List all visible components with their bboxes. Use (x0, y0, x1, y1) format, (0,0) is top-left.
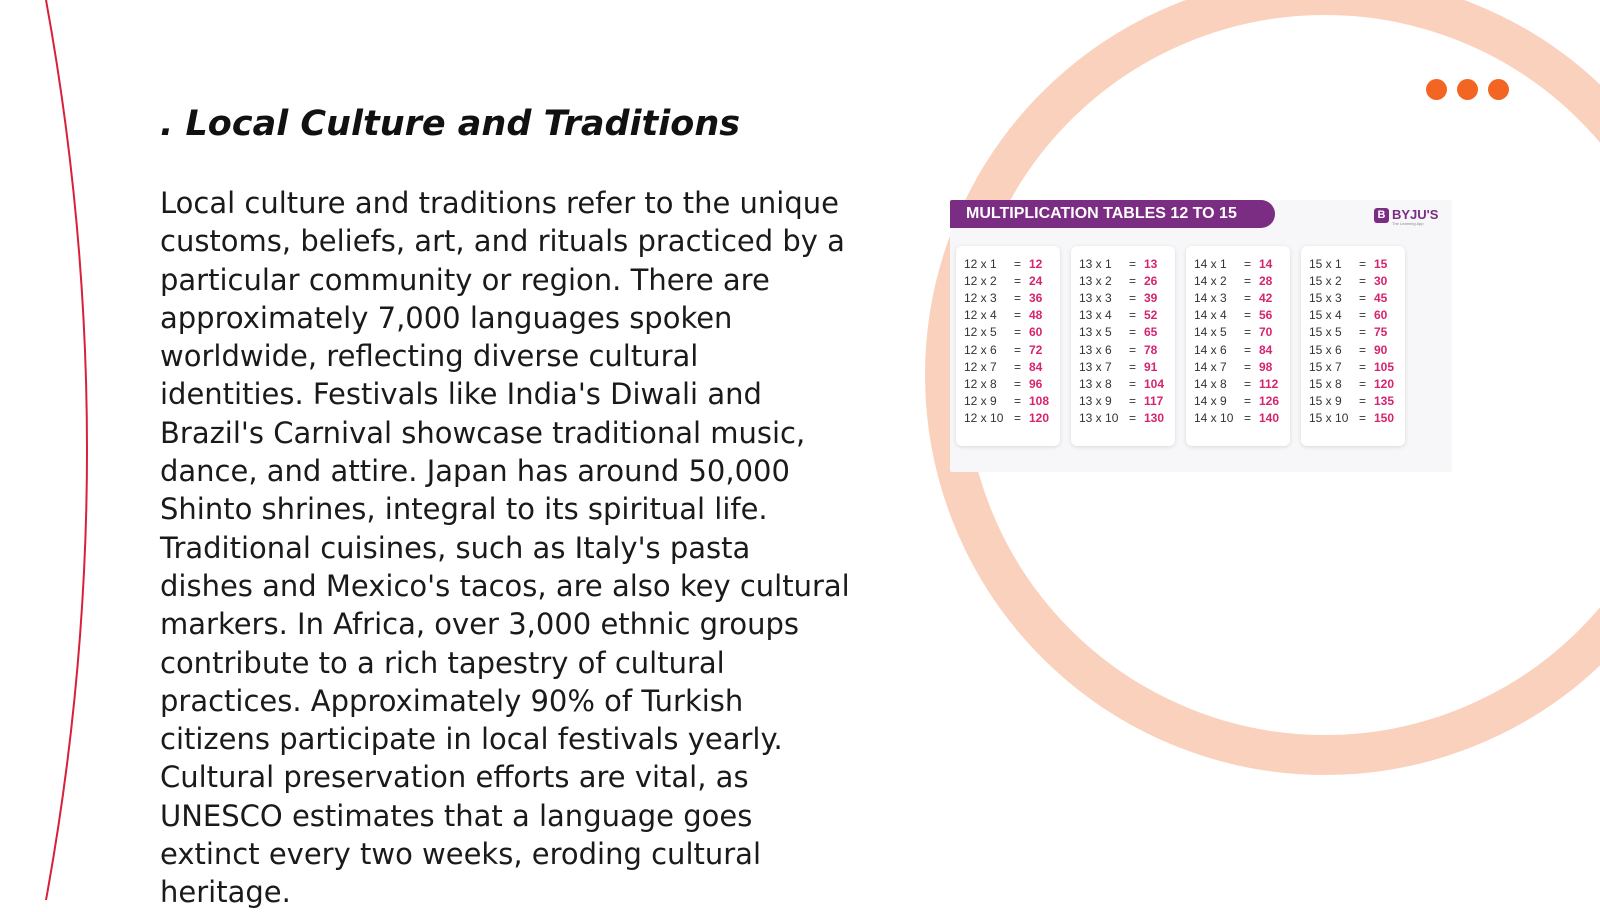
table-row (1301, 324, 1405, 341)
table-expression: 14 x 6 (1194, 342, 1227, 357)
table-expression: 13 x 8 (1079, 376, 1112, 391)
table-expression: 12 x 1 (964, 257, 997, 271)
table-product: 78 (1144, 342, 1158, 357)
table-row (1071, 359, 1175, 376)
table-row (1071, 290, 1175, 307)
table-expression: 12 x 5 (964, 325, 997, 340)
table-expression: 13 x 2 (1079, 274, 1112, 289)
table-row (956, 307, 1060, 324)
table-expression: 14 x 10 (1194, 410, 1234, 425)
orange-dot-icon (1457, 79, 1478, 100)
equals-sign: = (1359, 308, 1367, 323)
table-expression: 13 x 3 (1079, 291, 1112, 306)
equals-sign: = (1359, 410, 1367, 425)
table-expression: 14 x 4 (1194, 308, 1227, 323)
equals-sign: = (1244, 257, 1252, 271)
table-product: 26 (1144, 274, 1158, 289)
slide-body-text: Local culture and traditions refer to the unique customs, beliefs, art, and rituals practiced by a particular community or region. There are approximately 7,000 languages spoken worldwide, reflecting diverse cultural identities. Festivals like India's Diwali and Brazil's Carnival showcase traditional music, dance, and attire. Japan has around 50,000 Shinto shrines, integral to its spiritual life. Traditional cuisines, such as Italy's pasta dishes and Mexico's tacos, are also key cultural markers. In Africa, over 3,000 ethnic groups contribute to a rich tapestry of cultural practices. Approximately 90% of Turkish citizens participate in local festivals yearly. Cultural preservation efforts are vital, as UNESCO estimates that a language goes extinct every two weeks, eroding cultural heritage. (160, 186, 850, 910)
table-product: 45 (1374, 291, 1388, 306)
equals-sign: = (1359, 274, 1367, 289)
table-product: 30 (1374, 274, 1388, 289)
table-product: 105 (1374, 359, 1395, 374)
table-product: 96 (1029, 376, 1043, 391)
table-product: 120 (1374, 376, 1395, 391)
table-product: 36 (1029, 291, 1043, 306)
table-row (1301, 342, 1405, 359)
table-expression: 13 x 5 (1079, 325, 1112, 340)
table-product: 52 (1144, 308, 1158, 323)
table-product: 108 (1029, 393, 1050, 408)
table-product: 104 (1144, 376, 1165, 391)
table-expression: 15 x 8 (1309, 376, 1342, 391)
table-row (1071, 393, 1175, 410)
equals-sign: = (1014, 308, 1022, 323)
table-expression: 13 x 1 (1079, 257, 1112, 271)
brand-tagline: The Learning App (1392, 221, 1424, 226)
table-product: 91 (1144, 359, 1158, 374)
table-row (1071, 410, 1175, 427)
table-row (956, 273, 1060, 290)
brand-badge-icon: B (1374, 208, 1389, 223)
table-row (1186, 324, 1290, 341)
table-row (1186, 290, 1290, 307)
table-row (956, 342, 1060, 359)
table-product: 24 (1029, 274, 1043, 289)
table-product: 70 (1259, 325, 1273, 340)
equals-sign: = (1129, 359, 1137, 374)
orange-dot-icon (1488, 79, 1509, 100)
table-row (1071, 342, 1175, 359)
equals-sign: = (1359, 325, 1367, 340)
table-expression: 12 x 4 (964, 308, 997, 323)
table-row (1186, 393, 1290, 410)
table-product: 84 (1259, 342, 1273, 357)
table-product: 90 (1374, 342, 1388, 357)
equals-sign: = (1244, 359, 1252, 374)
table-expression: 15 x 6 (1309, 342, 1342, 357)
table-expression: 15 x 4 (1309, 308, 1342, 323)
equals-sign: = (1359, 291, 1367, 306)
table-product: 28 (1259, 274, 1273, 289)
brand-name: BYJU'S (1392, 207, 1439, 222)
table-expression: 14 x 2 (1194, 274, 1227, 289)
table-expression: 12 x 6 (964, 342, 997, 357)
equals-sign: = (1129, 342, 1137, 357)
table-row (1071, 324, 1175, 341)
equals-sign: = (1129, 291, 1137, 306)
equals-sign: = (1014, 393, 1022, 408)
table-row (1186, 359, 1290, 376)
table-expression: 12 x 10 (964, 410, 1004, 425)
table-expression: 15 x 9 (1309, 393, 1342, 408)
equals-sign: = (1359, 342, 1367, 357)
table-row (1301, 256, 1405, 273)
equals-sign: = (1014, 291, 1022, 306)
table-product: 13 (1144, 257, 1158, 271)
table-expression: 13 x 4 (1079, 308, 1112, 323)
table-product: 42 (1259, 291, 1273, 306)
equals-sign: = (1129, 393, 1137, 408)
table-expression: 15 x 7 (1309, 359, 1342, 374)
equals-sign: = (1244, 393, 1252, 408)
table-expression: 14 x 9 (1194, 393, 1227, 408)
equals-sign: = (1129, 308, 1137, 323)
table-product: 15 (1374, 257, 1388, 271)
table-row (1071, 307, 1175, 324)
equals-sign: = (1129, 376, 1137, 391)
table-row (956, 290, 1060, 307)
table-expression: 15 x 3 (1309, 291, 1342, 306)
table-product: 140 (1259, 410, 1280, 425)
equals-sign: = (1244, 325, 1252, 340)
equals-sign: = (1014, 410, 1022, 425)
multiplication-table-image (950, 200, 1452, 472)
equals-sign: = (1014, 274, 1022, 289)
table-product: 98 (1259, 359, 1273, 374)
equals-sign: = (1244, 291, 1252, 306)
table-row (1071, 376, 1175, 393)
table-expression: 14 x 7 (1194, 359, 1227, 374)
table-product: 126 (1259, 393, 1280, 408)
table-expression: 15 x 2 (1309, 274, 1342, 289)
equals-sign: = (1244, 308, 1252, 323)
table-product: 65 (1144, 325, 1158, 340)
equals-sign: = (1129, 274, 1137, 289)
table-expression: 12 x 3 (964, 291, 997, 306)
equals-sign: = (1244, 376, 1252, 391)
equals-sign: = (1129, 325, 1137, 340)
table-row (1186, 376, 1290, 393)
table-expression: 13 x 7 (1079, 359, 1112, 374)
equals-sign: = (1014, 325, 1022, 340)
table-expression: 14 x 8 (1194, 376, 1227, 391)
table-row (1186, 410, 1290, 427)
table-row (1071, 256, 1175, 273)
table-row (1301, 290, 1405, 307)
table-expression: 15 x 5 (1309, 325, 1342, 340)
table-product: 14 (1259, 257, 1273, 271)
table-expression: 14 x 5 (1194, 325, 1227, 340)
equals-sign: = (1359, 376, 1367, 391)
table-product: 39 (1144, 291, 1158, 306)
table-column (1301, 246, 1405, 446)
table-product: 130 (1144, 410, 1165, 425)
table-expression: 12 x 9 (964, 393, 997, 408)
table-banner: MULTIPLICATION TABLES 12 TO 15 (950, 200, 1275, 228)
table-expression: 12 x 2 (964, 274, 997, 289)
equals-sign: = (1244, 410, 1252, 425)
table-product: 60 (1374, 308, 1388, 323)
table-row (1301, 307, 1405, 324)
table-expression: 14 x 3 (1194, 291, 1227, 306)
equals-sign: = (1359, 359, 1367, 374)
table-product: 56 (1259, 308, 1273, 323)
equals-sign: = (1014, 257, 1022, 271)
table-row (1071, 273, 1175, 290)
table-row (956, 359, 1060, 376)
table-row (1301, 273, 1405, 290)
table-row (956, 256, 1060, 273)
table-product: 12 (1029, 257, 1043, 271)
equals-sign: = (1129, 410, 1137, 425)
table-expression: 15 x 1 (1309, 257, 1342, 271)
equals-sign: = (1014, 342, 1022, 357)
table-column (956, 246, 1060, 446)
table-row (1301, 359, 1405, 376)
table-expression: 12 x 7 (964, 359, 997, 374)
table-product: 120 (1029, 410, 1050, 425)
table-column (1186, 246, 1290, 446)
equals-sign: = (1014, 359, 1022, 374)
table-product: 84 (1029, 359, 1043, 374)
equals-sign: = (1014, 376, 1022, 391)
table-row (956, 393, 1060, 410)
equals-sign: = (1359, 257, 1367, 271)
slide-title: . Local Culture and Traditions (160, 104, 741, 144)
table-product: 48 (1029, 308, 1043, 323)
table-row (1186, 342, 1290, 359)
table-row (956, 410, 1060, 427)
table-expression: 15 x 10 (1309, 410, 1349, 425)
equals-sign: = (1129, 257, 1137, 271)
table-product: 112 (1259, 376, 1279, 391)
orange-dot-icon (1426, 79, 1447, 100)
equals-sign: = (1244, 342, 1252, 357)
table-product: 60 (1029, 325, 1043, 340)
red-edge-curve (46, 0, 87, 900)
table-product: 150 (1374, 410, 1395, 425)
table-column (1071, 246, 1175, 446)
table-product: 135 (1374, 393, 1395, 408)
table-row (1186, 307, 1290, 324)
table-expression: 13 x 10 (1079, 410, 1119, 425)
table-row (956, 324, 1060, 341)
table-product: 117 (1144, 393, 1164, 408)
table-expression: 12 x 8 (964, 376, 997, 391)
table-expression: 14 x 1 (1194, 257, 1227, 271)
table-expression: 13 x 6 (1079, 342, 1112, 357)
table-product: 75 (1374, 325, 1388, 340)
table-row (1186, 256, 1290, 273)
table-row (956, 376, 1060, 393)
equals-sign: = (1244, 274, 1252, 289)
table-row (1301, 376, 1405, 393)
table-row (1301, 393, 1405, 410)
equals-sign: = (1359, 393, 1367, 408)
table-row (1186, 273, 1290, 290)
table-product: 72 (1029, 342, 1043, 357)
table-expression: 13 x 9 (1079, 393, 1112, 408)
table-row (1301, 410, 1405, 427)
